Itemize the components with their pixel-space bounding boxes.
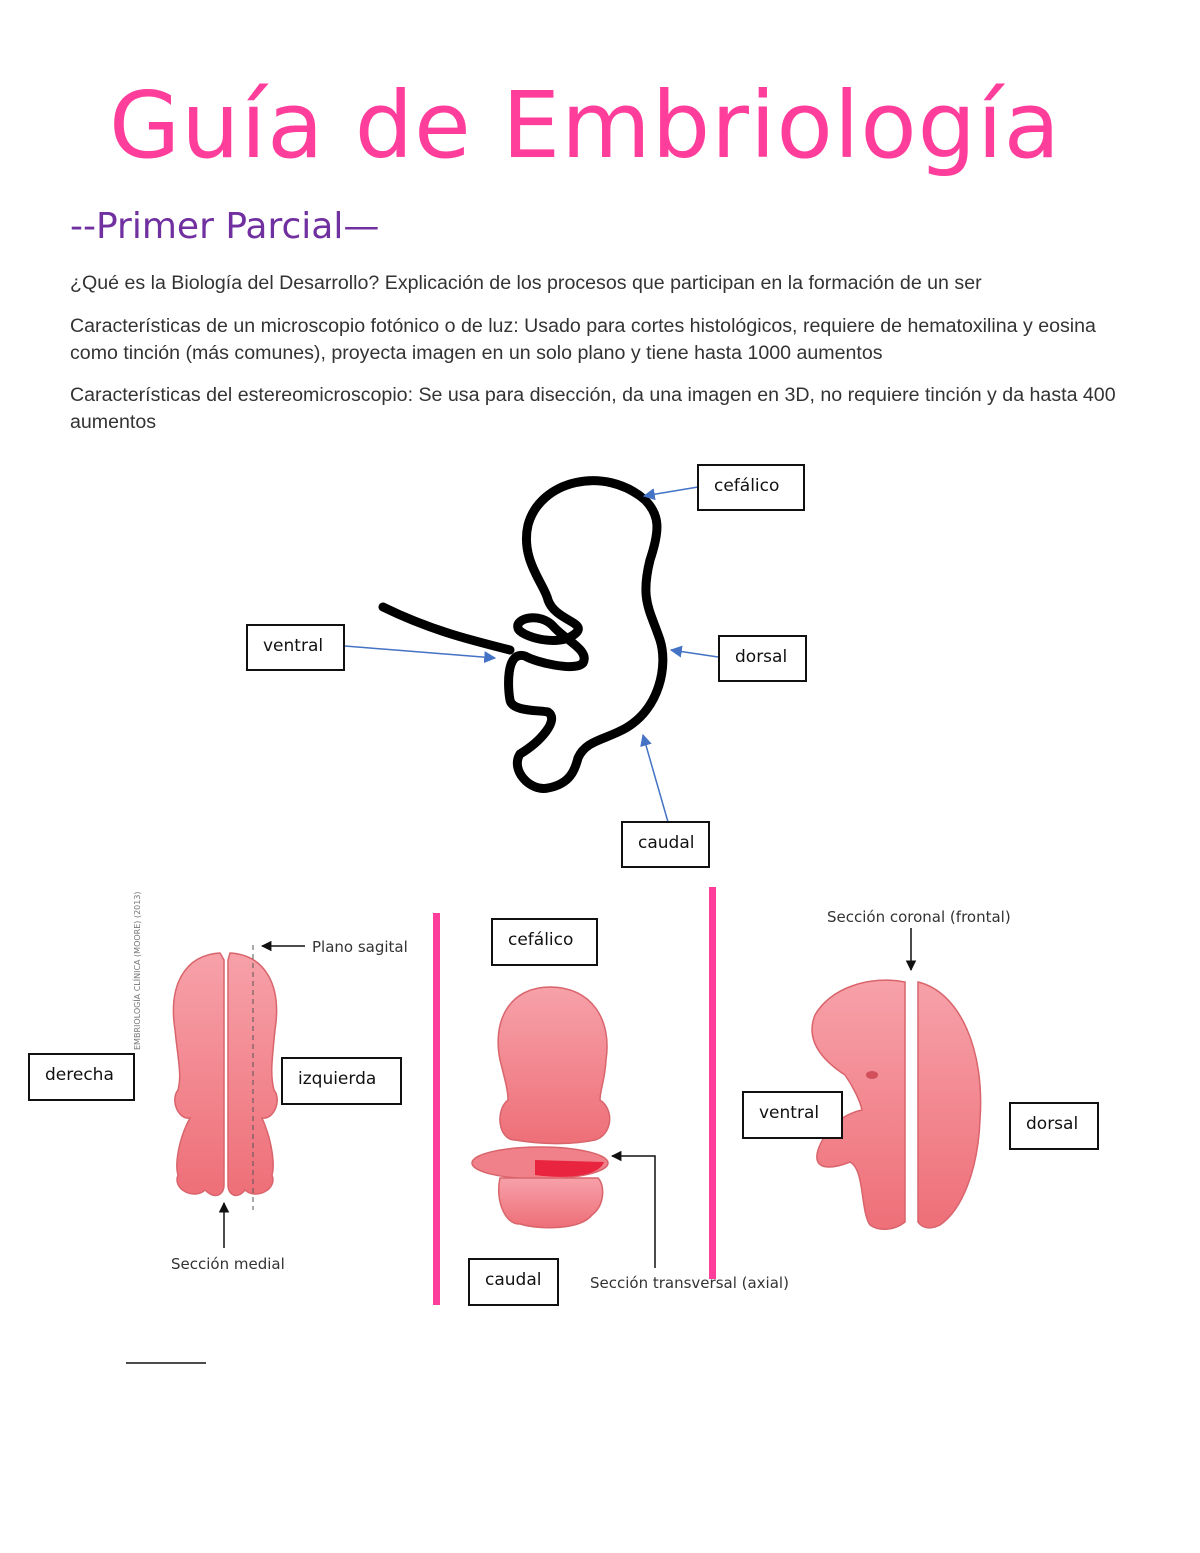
caption-plano-sagital: Plano sagital bbox=[312, 938, 408, 956]
label-caudal-transverse: caudal bbox=[468, 1258, 559, 1306]
divider-right bbox=[709, 887, 716, 1279]
paragraph-estereomicroscopio: Características del estereomicroscopio: Se usa para disección, da una imagen en 3D, no requiere tinción y da hasta 400 aumentos bbox=[70, 384, 1116, 433]
label-ventral-top: ventral bbox=[246, 624, 345, 671]
caption-seccion-transversal: Sección transversal (axial) bbox=[590, 1274, 789, 1292]
label-cefalico-transverse: cefálico bbox=[491, 918, 598, 966]
label-derecha: derecha bbox=[28, 1053, 135, 1101]
embryo-sagittal-illustration bbox=[173, 945, 277, 1210]
embryo-outline-diagram bbox=[383, 481, 663, 789]
paragraph-microscopio-fotonico: Características de un microscopio fotónico o de luz: Usado para cortes histológicos, requiere de hematoxilina y eosina como tinción (más comunes), proyecta imagen en un solo plano y tiene hasta 1000 aumentos bbox=[70, 315, 1096, 364]
divider-left bbox=[433, 913, 440, 1305]
label-izquierda: izquierda bbox=[281, 1057, 402, 1105]
publisher-watermark: EMBRIOLOGÍA CLÍNICA (MOORE) (2013) bbox=[133, 891, 142, 1050]
caption-seccion-coronal: Sección coronal (frontal) bbox=[827, 908, 1011, 926]
label-cefalico-top: cefálico bbox=[697, 464, 805, 511]
label-dorsal-top: dorsal bbox=[718, 635, 807, 682]
label-dorsal-coronal: dorsal bbox=[1009, 1102, 1099, 1150]
label-ventral-coronal: ventral bbox=[742, 1091, 843, 1139]
embryo-transverse-illustration bbox=[472, 987, 610, 1228]
paragraph-biologia-desarrollo: ¿Qué es la Biología del Desarrollo? Explicación de los procesos que participan en la formación de un ser bbox=[70, 272, 982, 294]
label-caudal-top: caudal bbox=[621, 821, 710, 868]
transverse-pointer-arrow bbox=[612, 1156, 655, 1268]
caption-seccion-medial: Sección medial bbox=[171, 1255, 285, 1273]
page-title: Guía de Embriología bbox=[108, 72, 1062, 179]
section-subtitle: --Primer Parcial— bbox=[70, 206, 380, 247]
